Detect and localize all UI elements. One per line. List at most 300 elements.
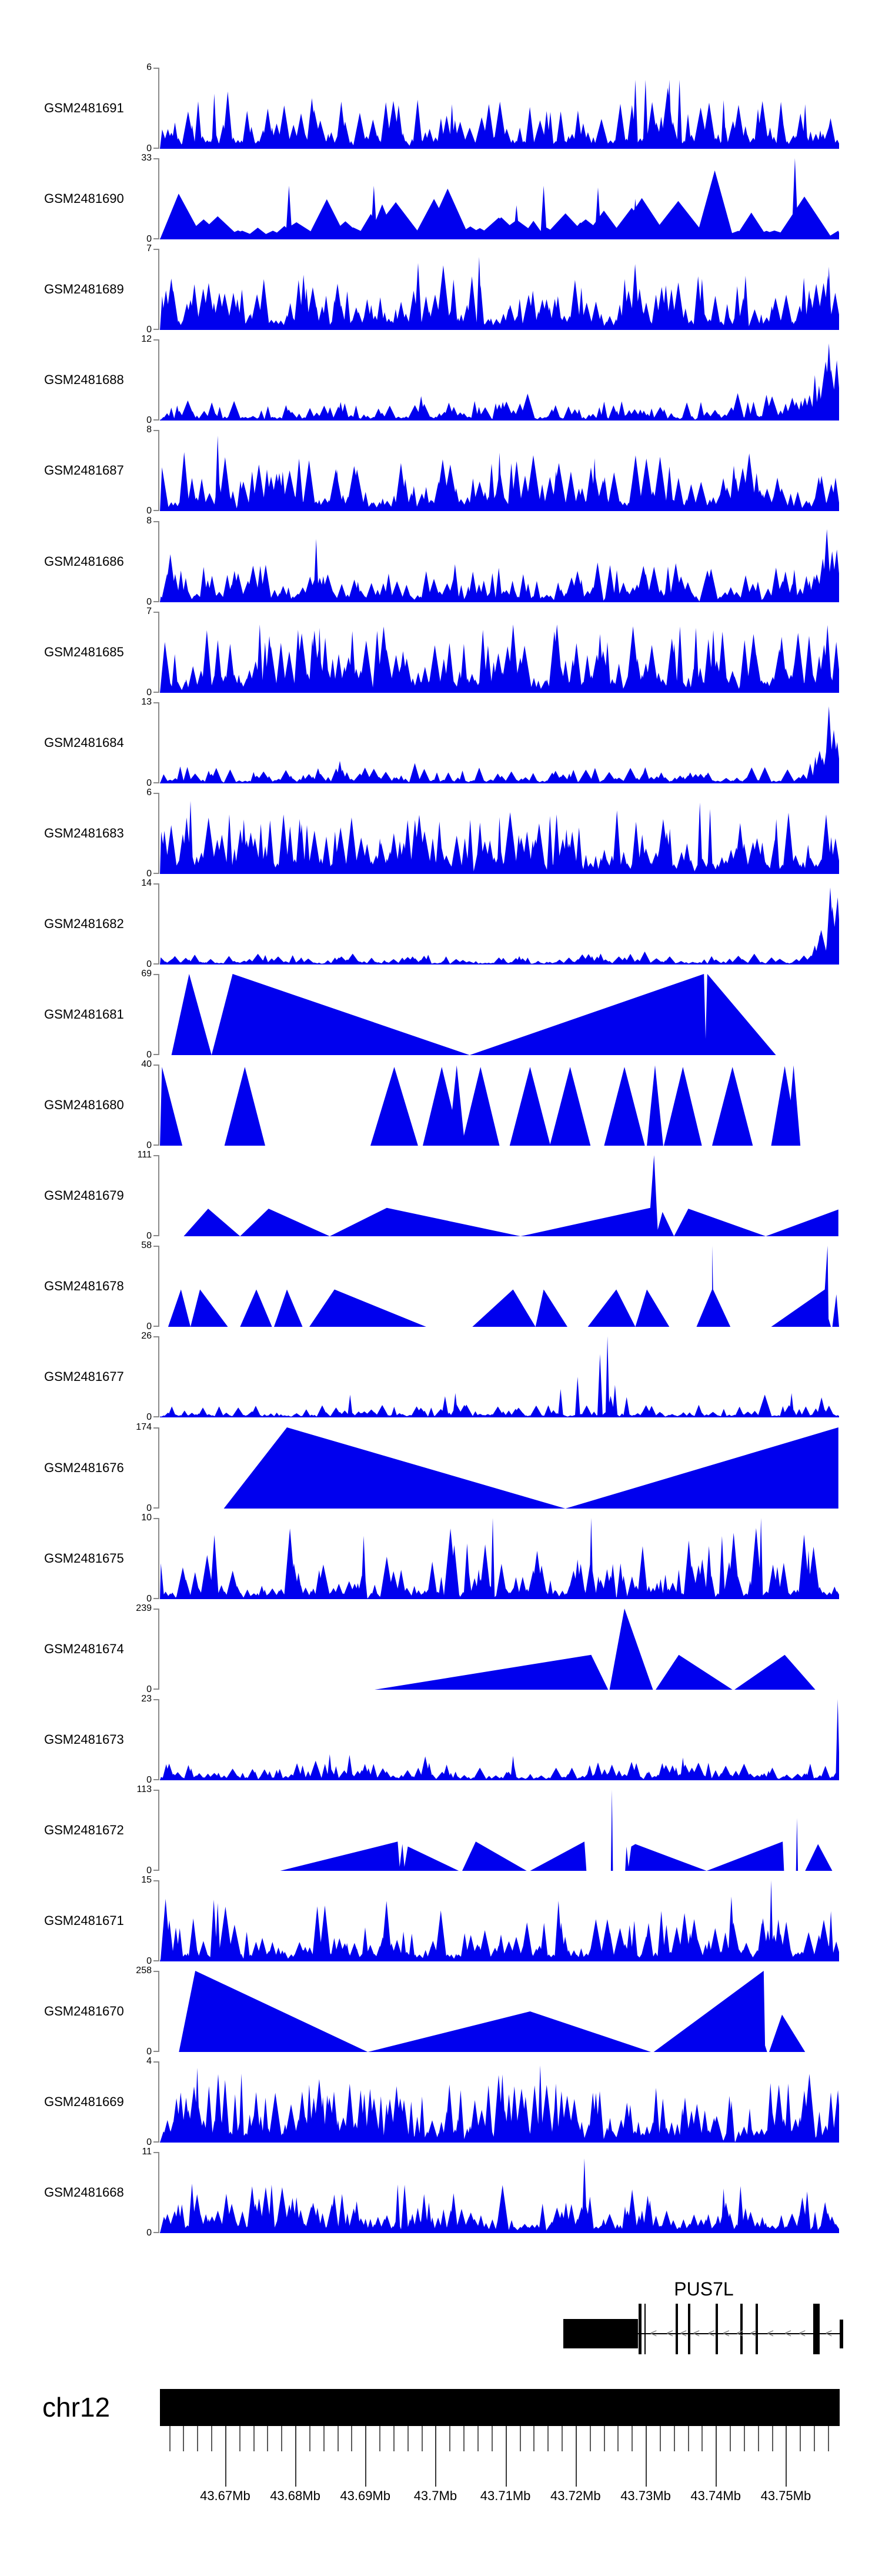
track-row bbox=[0, 606, 882, 698]
y-axis-line bbox=[158, 158, 159, 239]
y-axis-line bbox=[158, 1427, 159, 1509]
signal-polygon bbox=[160, 801, 839, 874]
signal-area bbox=[160, 1880, 839, 1961]
y-axis-tick-bottom bbox=[153, 1507, 159, 1509]
y-axis-tick-top bbox=[153, 1790, 159, 1791]
y-axis-line bbox=[158, 1790, 159, 1871]
track-sample-label: GSM2481676 bbox=[44, 1460, 124, 1475]
ruler-major-tick bbox=[225, 2426, 226, 2487]
y-axis-zero-label: 0 bbox=[146, 234, 152, 244]
y-axis-max-label: 69 bbox=[141, 969, 152, 979]
y-axis-max-label: 6 bbox=[146, 788, 152, 798]
y-axis-line bbox=[158, 612, 159, 693]
y-axis-max-label: 174 bbox=[136, 1422, 152, 1432]
gene-end-box bbox=[840, 2320, 843, 2348]
ruler-tick-label: 43.71Mb bbox=[480, 2488, 531, 2503]
ruler-minor-tick bbox=[253, 2426, 255, 2451]
ruler-minor-tick bbox=[520, 2426, 521, 2451]
ruler-minor-tick bbox=[772, 2426, 773, 2451]
gene-exon-box bbox=[813, 2304, 819, 2354]
track-sample-label: GSM2481688 bbox=[44, 372, 124, 387]
signal-polygon bbox=[179, 1971, 805, 2052]
y-axis-line bbox=[158, 249, 159, 330]
track-row bbox=[0, 878, 882, 969]
signal-area bbox=[160, 1699, 839, 1780]
y-axis-line bbox=[158, 2152, 159, 2233]
y-axis-line bbox=[158, 68, 159, 149]
y-axis-max-label: 15 bbox=[141, 1875, 152, 1885]
y-axis-tick-top bbox=[153, 2152, 159, 2153]
track-sample-label: GSM2481682 bbox=[44, 916, 124, 931]
ruler-minor-tick bbox=[477, 2426, 479, 2451]
y-axis-max-label: 12 bbox=[141, 334, 152, 344]
track-sample-label: GSM2481691 bbox=[44, 101, 124, 115]
signal-polygon bbox=[375, 1609, 816, 1690]
signal-polygon bbox=[160, 1518, 839, 1599]
ruler-major-tick bbox=[786, 2426, 787, 2487]
ruler-minor-tick bbox=[211, 2426, 212, 2451]
ruler-tick-label: 43.68Mb bbox=[270, 2488, 320, 2503]
signal-polygon bbox=[160, 2066, 839, 2143]
y-axis-max-label: 23 bbox=[141, 1694, 152, 1704]
signal-area bbox=[160, 793, 839, 874]
signal-baseline bbox=[160, 510, 839, 512]
y-axis-tick-bottom bbox=[153, 782, 159, 783]
y-axis-zero-label: 0 bbox=[146, 2137, 152, 2147]
y-axis-tick-bottom bbox=[153, 1054, 159, 1055]
y-axis-tick-top bbox=[153, 1427, 159, 1429]
y-axis-line bbox=[158, 1971, 159, 2052]
y-axis-tick-top bbox=[153, 249, 159, 250]
signal-area bbox=[160, 249, 839, 330]
ruler-minor-tick bbox=[351, 2426, 352, 2451]
y-axis-tick-top bbox=[153, 68, 159, 69]
y-axis-tick-bottom bbox=[153, 692, 159, 693]
y-axis-max-label: 26 bbox=[141, 1331, 152, 1341]
signal-polygon bbox=[160, 887, 839, 965]
y-axis-tick-bottom bbox=[153, 2232, 159, 2233]
track-row bbox=[0, 425, 882, 516]
gene-exon-line bbox=[676, 2304, 678, 2354]
y-axis-tick-top bbox=[153, 1880, 159, 1881]
y-axis-tick-bottom bbox=[153, 1416, 159, 1417]
signal-area bbox=[160, 158, 839, 239]
ruler-tick-label: 43.67Mb bbox=[200, 2488, 250, 2503]
track-sample-label: GSM2481679 bbox=[44, 1188, 124, 1203]
track-sample-label: GSM2481675 bbox=[44, 1551, 124, 1566]
track-row bbox=[0, 1513, 882, 1604]
signal-polygon bbox=[280, 1790, 832, 1871]
y-axis-zero-label: 0 bbox=[146, 1956, 152, 1966]
track-row bbox=[0, 1150, 882, 1241]
y-axis-tick-top bbox=[153, 883, 159, 885]
ruler-minor-tick bbox=[197, 2426, 198, 2451]
ruler-minor-tick bbox=[604, 2426, 605, 2451]
track-row bbox=[0, 62, 882, 154]
strand-arrow-icon: < bbox=[750, 2327, 757, 2340]
ruler-minor-tick bbox=[492, 2426, 493, 2451]
y-axis-max-label: 113 bbox=[136, 1784, 152, 1794]
signal-area bbox=[160, 430, 839, 511]
track-sample-label: GSM2481680 bbox=[44, 1097, 124, 1112]
y-axis-line bbox=[158, 1065, 159, 1146]
y-axis-zero-label: 0 bbox=[146, 1231, 152, 1241]
signal-polygon bbox=[160, 343, 839, 421]
ruler-minor-tick bbox=[239, 2426, 240, 2451]
signal-baseline bbox=[160, 873, 839, 875]
y-axis-line bbox=[158, 793, 159, 874]
y-axis-max-label: 4 bbox=[146, 2056, 152, 2066]
track-row bbox=[0, 1966, 882, 2057]
ruler-minor-tick bbox=[660, 2426, 661, 2451]
y-axis-line bbox=[158, 1518, 159, 1599]
y-axis-line bbox=[158, 1336, 159, 1417]
y-axis-tick-top bbox=[153, 339, 159, 341]
y-axis-line bbox=[158, 883, 159, 965]
y-axis-max-label: 10 bbox=[141, 1513, 152, 1523]
track-sample-label: GSM2481686 bbox=[44, 554, 124, 569]
signal-baseline bbox=[160, 783, 839, 784]
y-axis-tick-bottom bbox=[153, 419, 159, 421]
ruler-minor-tick bbox=[617, 2426, 619, 2451]
y-axis-line bbox=[158, 1880, 159, 1961]
track-row bbox=[0, 697, 882, 788]
strand-arrow-icon: < bbox=[723, 2327, 730, 2340]
gene-name-label: PUS7L bbox=[674, 2278, 734, 2300]
strand-arrow-icon: < bbox=[799, 2327, 806, 2340]
strand-arrow-icon: < bbox=[784, 2327, 792, 2340]
y-axis-tick-bottom bbox=[153, 1598, 159, 1599]
signal-area bbox=[160, 1971, 839, 2052]
y-axis-zero-label: 0 bbox=[146, 415, 152, 425]
signal-area bbox=[160, 702, 839, 783]
y-axis-line bbox=[158, 1155, 159, 1236]
ruler-minor-tick bbox=[590, 2426, 591, 2451]
signal-polygon bbox=[160, 2158, 839, 2233]
y-axis-zero-label: 0 bbox=[146, 2047, 152, 2057]
y-axis-line bbox=[158, 2061, 159, 2143]
track-sample-label: GSM2481681 bbox=[44, 1007, 124, 1022]
signal-area bbox=[160, 1790, 839, 1871]
track-sample-label: GSM2481669 bbox=[44, 2094, 124, 2109]
y-axis-zero-label: 0 bbox=[146, 2228, 152, 2238]
signal-baseline bbox=[160, 2142, 839, 2143]
y-axis-tick-bottom bbox=[153, 1960, 159, 1961]
y-axis-tick-top bbox=[153, 1336, 159, 1337]
signal-polygon bbox=[160, 625, 839, 693]
signal-polygon bbox=[160, 529, 839, 602]
strand-arrow-icon: < bbox=[650, 2327, 657, 2340]
signal-area bbox=[160, 339, 839, 421]
chromosome-ideogram-bar bbox=[160, 2389, 840, 2426]
y-axis-zero-label: 0 bbox=[146, 1594, 152, 1604]
track-row bbox=[0, 243, 882, 335]
y-axis-max-label: 8 bbox=[146, 516, 152, 526]
signal-polygon bbox=[160, 257, 839, 330]
signal-polygon bbox=[160, 706, 839, 783]
track-row bbox=[0, 1875, 882, 1966]
y-axis-max-label: 6 bbox=[146, 62, 152, 72]
ruler-minor-tick bbox=[730, 2426, 731, 2451]
y-axis-max-label: 8 bbox=[146, 425, 152, 435]
strand-arrow-icon: < bbox=[767, 2327, 774, 2340]
y-axis-tick-top bbox=[153, 1246, 159, 1247]
strand-arrow-icon: < bbox=[707, 2327, 715, 2340]
track-sample-label: GSM2481670 bbox=[44, 2004, 124, 2018]
signal-polygon bbox=[160, 1880, 839, 1961]
signal-area bbox=[160, 1518, 839, 1599]
y-axis-tick-bottom bbox=[153, 1689, 159, 1690]
y-axis-tick-bottom bbox=[153, 2051, 159, 2052]
track-row bbox=[0, 969, 882, 1060]
ruler-minor-tick bbox=[758, 2426, 759, 2451]
y-axis-line bbox=[158, 974, 159, 1055]
ruler-minor-tick bbox=[422, 2426, 423, 2451]
ruler-minor-tick bbox=[379, 2426, 380, 2451]
y-axis-max-label: 14 bbox=[141, 878, 152, 888]
track-sample-label: GSM2481673 bbox=[44, 1732, 124, 1747]
track-sample-label: GSM2481684 bbox=[44, 735, 124, 750]
y-axis-tick-bottom bbox=[153, 238, 159, 239]
signal-area bbox=[160, 1336, 839, 1417]
track-row bbox=[0, 2147, 882, 2238]
signal-baseline bbox=[160, 1780, 839, 1781]
y-axis-max-label: 258 bbox=[136, 1966, 152, 1976]
signal-polygon bbox=[160, 436, 839, 511]
track-sample-label: GSM2481685 bbox=[44, 645, 124, 659]
signal-polygon bbox=[160, 1065, 800, 1146]
y-axis-line bbox=[158, 702, 159, 783]
y-axis-tick-bottom bbox=[153, 1779, 159, 1780]
y-axis-tick-bottom bbox=[153, 329, 159, 330]
y-axis-zero-label: 0 bbox=[146, 597, 152, 607]
ruler-minor-tick bbox=[281, 2426, 282, 2451]
gene-exon-line bbox=[716, 2304, 718, 2354]
y-axis-tick-bottom bbox=[153, 1326, 159, 1327]
y-axis-zero-label: 0 bbox=[146, 506, 152, 516]
signal-area bbox=[160, 68, 839, 149]
ruler-minor-tick bbox=[828, 2426, 829, 2451]
signal-baseline bbox=[160, 692, 839, 693]
signal-baseline bbox=[160, 1417, 839, 1418]
strand-arrow-icon: < bbox=[666, 2327, 674, 2340]
y-axis-tick-top bbox=[153, 521, 159, 522]
track-row bbox=[0, 1059, 882, 1150]
y-axis-tick-bottom bbox=[153, 148, 159, 149]
signal-polygon bbox=[160, 158, 839, 239]
y-axis-tick-bottom bbox=[153, 2141, 159, 2143]
track-sample-label: GSM2481678 bbox=[44, 1279, 124, 1293]
track-row bbox=[0, 1422, 882, 1513]
ruler-minor-tick bbox=[323, 2426, 325, 2451]
y-axis-tick-bottom bbox=[153, 601, 159, 602]
ruler-minor-tick bbox=[800, 2426, 801, 2451]
y-axis-max-label: 11 bbox=[142, 2147, 152, 2157]
signal-area bbox=[160, 1246, 839, 1327]
y-axis-tick-top bbox=[153, 702, 159, 703]
track-sample-label: GSM2481689 bbox=[44, 282, 124, 296]
y-axis-tick-top bbox=[153, 2061, 159, 2063]
signal-polygon bbox=[168, 1246, 839, 1327]
strand-arrow-icon: < bbox=[693, 2327, 700, 2340]
track-row bbox=[0, 153, 882, 244]
ruler-major-tick bbox=[435, 2426, 436, 2487]
signal-area bbox=[160, 2061, 839, 2143]
ruler-tick-label: 43.69Mb bbox=[340, 2488, 390, 2503]
track-sample-label: GSM2481674 bbox=[44, 1641, 124, 1656]
y-axis-max-label: 13 bbox=[141, 697, 152, 707]
ruler-minor-tick bbox=[688, 2426, 689, 2451]
y-axis-tick-top bbox=[153, 974, 159, 975]
track-sample-label: GSM2481672 bbox=[44, 1823, 124, 1837]
y-axis-zero-label: 0 bbox=[146, 144, 152, 154]
track-row bbox=[0, 1331, 882, 1422]
track-row bbox=[0, 788, 882, 879]
y-axis-line bbox=[158, 430, 159, 511]
y-axis-line bbox=[158, 1609, 159, 1690]
track-sample-label: GSM2481671 bbox=[44, 1913, 124, 1928]
y-axis-zero-label: 0 bbox=[146, 1140, 152, 1150]
y-axis-tick-bottom bbox=[153, 963, 159, 965]
track-sample-label: GSM2481683 bbox=[44, 826, 124, 840]
ruler-minor-tick bbox=[674, 2426, 675, 2451]
y-axis-tick-bottom bbox=[153, 873, 159, 874]
signal-baseline bbox=[160, 1961, 839, 1962]
ruler-major-tick bbox=[716, 2426, 717, 2487]
signal-baseline bbox=[160, 602, 839, 603]
signal-polygon bbox=[160, 80, 839, 149]
ruler-minor-tick bbox=[814, 2426, 815, 2451]
ruler-minor-tick bbox=[338, 2426, 339, 2451]
y-axis-max-label: 7 bbox=[146, 606, 152, 616]
ruler-major-tick bbox=[646, 2426, 647, 2487]
ruler-minor-tick bbox=[547, 2426, 549, 2451]
signal-baseline bbox=[160, 420, 839, 421]
track-sample-label: GSM2481687 bbox=[44, 463, 124, 478]
ruler-minor-tick bbox=[533, 2426, 534, 2451]
track-sample-label: GSM2481668 bbox=[44, 2185, 124, 2200]
ruler-tick-label: 43.75Mb bbox=[760, 2488, 811, 2503]
ruler-minor-tick bbox=[183, 2426, 184, 2451]
signal-polygon bbox=[224, 1427, 838, 1509]
y-axis-line bbox=[158, 1246, 159, 1327]
strand-arrow-icon: < bbox=[736, 2327, 744, 2340]
y-axis-tick-top bbox=[153, 1155, 159, 1156]
y-axis-max-label: 40 bbox=[141, 1059, 152, 1069]
track-row bbox=[0, 334, 882, 425]
ruler-major-tick bbox=[295, 2426, 296, 2487]
signal-polygon bbox=[160, 1699, 839, 1780]
y-axis-max-label: 58 bbox=[141, 1240, 152, 1250]
y-axis-tick-bottom bbox=[153, 1235, 159, 1236]
y-axis-max-label: 239 bbox=[136, 1603, 152, 1613]
y-axis-tick-bottom bbox=[153, 510, 159, 511]
gene-exon-line bbox=[688, 2304, 690, 2354]
y-axis-max-label: 7 bbox=[146, 243, 152, 253]
strand-arrow-icon: < bbox=[825, 2327, 833, 2340]
signal-polygon bbox=[183, 1155, 838, 1236]
ruler-major-tick bbox=[365, 2426, 366, 2487]
signal-polygon bbox=[172, 974, 776, 1055]
y-axis-tick-top bbox=[153, 1065, 159, 1066]
signal-area bbox=[160, 612, 839, 693]
track-row bbox=[0, 1784, 882, 1876]
y-axis-zero-label: 0 bbox=[146, 325, 152, 335]
y-axis-tick-top bbox=[153, 612, 159, 613]
signal-baseline bbox=[160, 329, 839, 331]
signal-area bbox=[160, 2152, 839, 2233]
ruler-major-tick bbox=[506, 2426, 507, 2487]
signal-area bbox=[160, 974, 839, 1055]
y-axis-zero-label: 0 bbox=[146, 1684, 152, 1694]
ruler-tick-label: 43.7Mb bbox=[413, 2488, 457, 2503]
signal-baseline bbox=[160, 2233, 839, 2234]
y-axis-zero-label: 0 bbox=[146, 1775, 152, 1785]
signal-baseline bbox=[160, 239, 839, 240]
strand-arrow-icon: < bbox=[680, 2327, 687, 2340]
ruler-minor-tick bbox=[407, 2426, 409, 2451]
ruler-minor-tick bbox=[449, 2426, 450, 2451]
track-row bbox=[0, 1240, 882, 1332]
ruler-minor-tick bbox=[309, 2426, 310, 2451]
gene-cds-box bbox=[563, 2319, 638, 2348]
ruler-minor-tick bbox=[701, 2426, 703, 2451]
signal-baseline bbox=[160, 1599, 839, 1600]
ruler-tick-label: 43.73Mb bbox=[620, 2488, 671, 2503]
y-axis-zero-label: 0 bbox=[146, 778, 152, 788]
gene-exon-line bbox=[644, 2304, 646, 2354]
signal-area bbox=[160, 521, 839, 602]
ruler-tick-label: 43.74Mb bbox=[690, 2488, 741, 2503]
y-axis-zero-label: 0 bbox=[146, 1322, 152, 1332]
gene-exon-line bbox=[639, 2304, 642, 2354]
y-axis-tick-top bbox=[153, 793, 159, 794]
y-axis-tick-top bbox=[153, 158, 159, 159]
y-axis-zero-label: 0 bbox=[146, 1050, 152, 1060]
y-axis-tick-top bbox=[153, 1518, 159, 1519]
y-axis-tick-top bbox=[153, 1971, 159, 1972]
track-row bbox=[0, 1694, 882, 1785]
track-sample-label: GSM2481690 bbox=[44, 191, 124, 206]
ruler-minor-tick bbox=[393, 2426, 395, 2451]
y-axis-tick-top bbox=[153, 430, 159, 431]
signal-baseline bbox=[160, 148, 839, 149]
signal-area bbox=[160, 883, 839, 965]
signal-area bbox=[160, 1065, 839, 1146]
y-axis-line bbox=[158, 1699, 159, 1780]
chromosome-label: chr12 bbox=[42, 2392, 111, 2422]
track-row bbox=[0, 1603, 882, 1694]
signal-area bbox=[160, 1427, 839, 1509]
y-axis-tick-top bbox=[153, 1699, 159, 1700]
ruler-major-tick bbox=[576, 2426, 577, 2487]
ruler-minor-tick bbox=[632, 2426, 633, 2451]
signal-polygon bbox=[160, 1336, 839, 1417]
track-sample-label: GSM2481677 bbox=[44, 1369, 124, 1384]
y-axis-max-label: 111 bbox=[137, 1150, 152, 1160]
signal-area bbox=[160, 1609, 839, 1690]
track-row bbox=[0, 2056, 882, 2147]
y-axis-zero-label: 0 bbox=[146, 1866, 152, 1876]
y-axis-line bbox=[158, 521, 159, 602]
ruler-tick-label: 43.72Mb bbox=[550, 2488, 601, 2503]
y-axis-max-label: 33 bbox=[141, 153, 152, 163]
ruler-minor-tick bbox=[463, 2426, 465, 2451]
y-axis-tick-bottom bbox=[153, 1870, 159, 1871]
y-axis-zero-label: 0 bbox=[146, 869, 152, 879]
signal-baseline bbox=[160, 964, 839, 965]
y-axis-tick-bottom bbox=[153, 1144, 159, 1146]
